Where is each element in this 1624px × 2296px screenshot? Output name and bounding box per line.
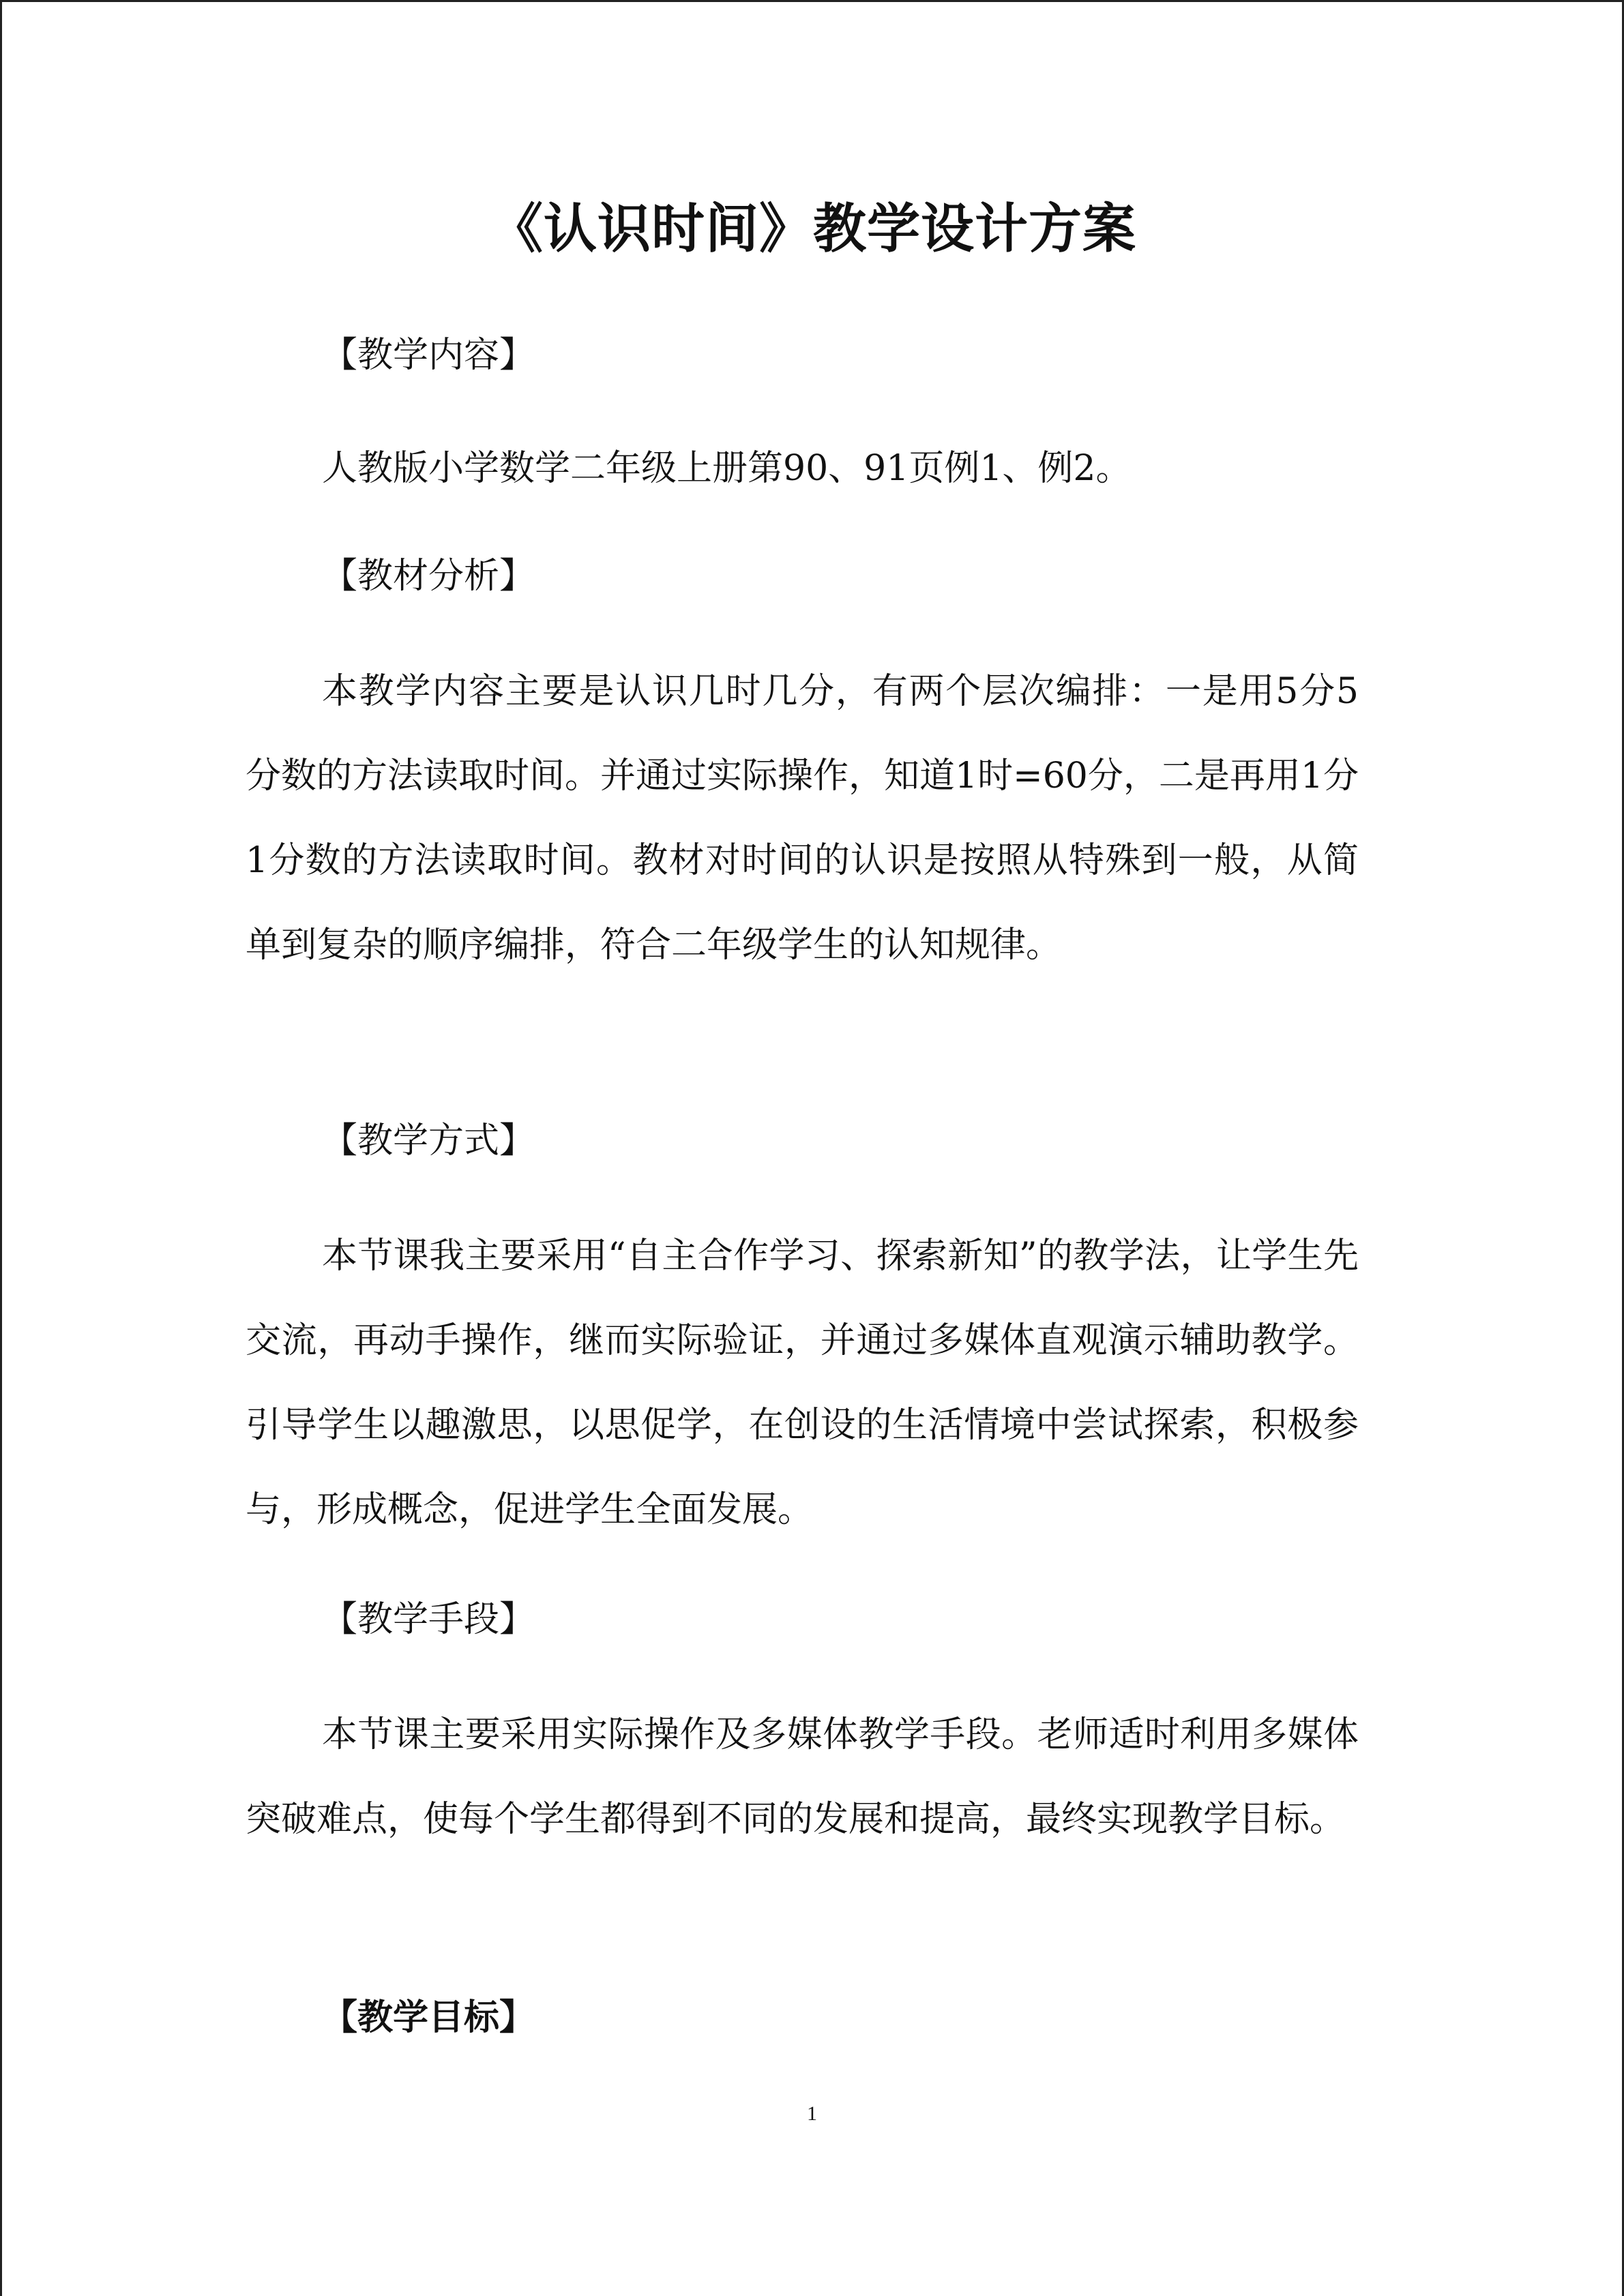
- section-body-textbook-analysis: 本教学内容主要是认识几时几分，有两个层次编排：一是用5分5分数的方法读取时间。并通过实际操作，知道1时=60分，二是再用1分1分数的方法读取时间。教材对时间的认识是按照从特殊到一般，从简单到复杂的顺序编排，符合二年级学生的认知规律。: [246, 671, 1359, 966]
- section-heading-teaching-content: 【教学内容】: [322, 335, 535, 376]
- document-title: 《认识时间》教学设计方案: [489, 198, 1136, 260]
- section-heading-teaching-goals: 【教学目标】: [322, 1997, 535, 2038]
- section-heading-teaching-method: 【教学方式】: [322, 1120, 535, 1161]
- section-body-teaching-content: 人教版小学数学二年级上册第90、91页例1、例2。: [322, 448, 1132, 489]
- page-number: 1: [807, 2102, 817, 2125]
- section-heading-textbook-analysis: 【教材分析】: [322, 556, 535, 597]
- section-body-teaching-method: 本节课我主要采用“自主合作学习、探索新知”的教学法，让学生先交流，再动手操作，继而实际验证，并通过多媒体直观演示辅助教学。引导学生以趣激思，以思促学，在创设的生活情境中尝试探索，积极参与，形成概念，促进学生全面发展。: [246, 1236, 1359, 1530]
- section-body-teaching-means: 本节课主要采用实际操作及多媒体教学手段。老师适时利用多媒体突破难点，使每个学生都得到不同的发展和提高，最终实现教学目标。: [246, 1714, 1359, 1840]
- section-heading-teaching-means: 【教学手段】: [322, 1599, 535, 1640]
